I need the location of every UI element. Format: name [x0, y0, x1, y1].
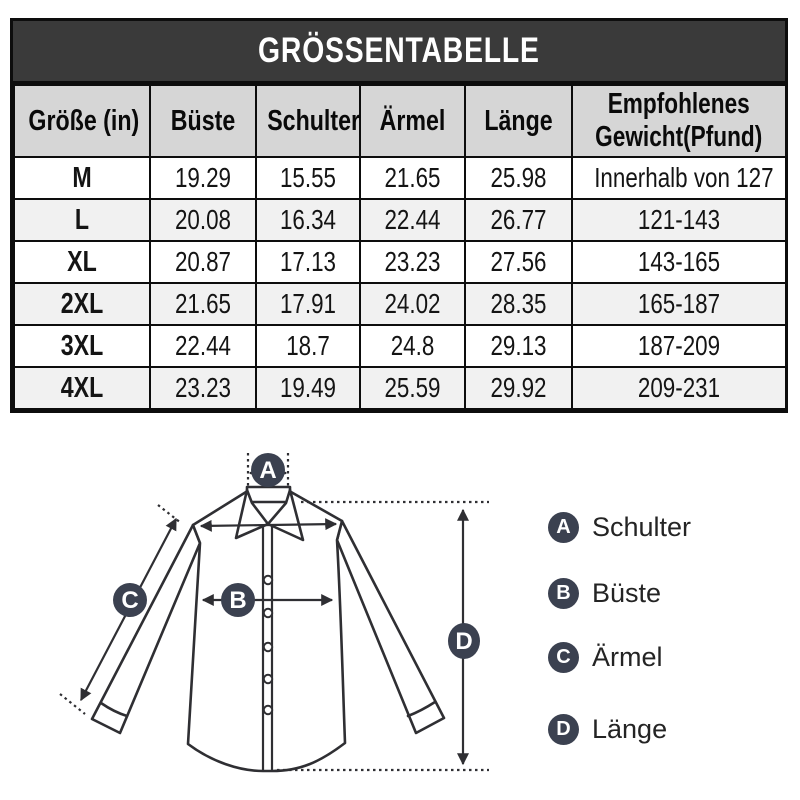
cell-size: M — [14, 157, 150, 199]
cell-sleeve: 25.59 — [360, 367, 465, 409]
header-length: Länge — [465, 85, 572, 157]
header-bust: Büste — [150, 85, 256, 157]
cell-length: 29.92 — [465, 367, 572, 409]
sleeve-guide-bottom — [60, 694, 85, 714]
cell-weight: 121-143 — [572, 199, 786, 241]
legend-badge-d: D — [548, 714, 579, 745]
cell-weight: 165-187 — [572, 283, 786, 325]
button — [264, 643, 272, 651]
badge-b-letter: B — [229, 587, 247, 614]
table-row — [14, 199, 786, 241]
table-row — [14, 241, 786, 283]
badge-c-letter: C — [121, 587, 139, 614]
cell-length: 28.35 — [465, 283, 572, 325]
cell-length: 25.98 — [465, 157, 572, 199]
cell-weight: 143-165 — [572, 241, 786, 283]
cell-shoulder: 18.7 — [256, 325, 360, 367]
button — [264, 706, 272, 714]
cell-length: 27.56 — [465, 241, 572, 283]
cell-bust: 20.87 — [150, 241, 256, 283]
cell-sleeve: 24.8 — [360, 325, 465, 367]
table-header-row — [14, 85, 786, 157]
legend-label-bust: Büste — [592, 578, 662, 608]
cell-bust: 19.29 — [150, 157, 256, 199]
header-size: Größe (in) — [14, 85, 150, 157]
cell-sleeve: 22.44 — [360, 199, 465, 241]
table-row — [14, 283, 786, 325]
legend-label-sleeve: Ärmel — [592, 642, 663, 672]
cell-shoulder: 15.55 — [256, 157, 360, 199]
legend-item-shoulder — [548, 512, 691, 543]
legend-badge-b: B — [548, 578, 579, 609]
cell-size: 2XL — [14, 283, 150, 325]
chart-title: GRÖSSENTABELLE — [258, 31, 540, 70]
cell-weight: 209-231 — [572, 367, 786, 409]
cell-size: XL — [14, 241, 150, 283]
table-row — [14, 325, 786, 367]
header-sleeve: Ärmel — [360, 85, 465, 157]
cell-length: 29.13 — [465, 325, 572, 367]
button — [264, 609, 272, 617]
cell-shoulder: 19.49 — [256, 367, 360, 409]
cell-size: 3XL — [14, 325, 150, 367]
size-table — [13, 84, 787, 410]
button — [264, 675, 272, 683]
chart-title-band — [13, 21, 785, 84]
badge-d-letter: D — [455, 628, 473, 655]
cell-length: 26.77 — [465, 199, 572, 241]
button — [264, 576, 272, 584]
cell-shoulder: 17.91 — [256, 283, 360, 325]
size-chart — [10, 18, 788, 413]
cell-sleeve: 23.23 — [360, 241, 465, 283]
legend-item-sleeve — [548, 642, 663, 673]
cell-bust: 23.23 — [150, 367, 256, 409]
cell-shoulder: 16.34 — [256, 199, 360, 241]
legend-item-length — [548, 714, 667, 745]
badge-a-letter: A — [259, 457, 277, 484]
cell-size: 4XL — [14, 367, 150, 409]
table-row — [14, 367, 786, 409]
sleeve-guide-top — [158, 505, 181, 523]
shirt-measurement-diagram — [0, 440, 800, 800]
cell-bust: 20.08 — [150, 199, 256, 241]
shirt-drawing — [92, 487, 444, 771]
header-weight: Empfohlenes Gewicht(Pfund) — [572, 85, 786, 157]
legend-item-bust — [548, 578, 661, 609]
cell-shoulder: 17.13 — [256, 241, 360, 283]
cell-size: L — [14, 199, 150, 241]
legend-badge-c: C — [548, 642, 579, 673]
cell-sleeve: 21.65 — [360, 157, 465, 199]
shirt-body — [188, 492, 345, 771]
right-sleeve — [337, 521, 444, 733]
legend-label-length: Länge — [592, 714, 668, 744]
cell-bust: 22.44 — [150, 325, 256, 367]
cell-sleeve: 24.02 — [360, 283, 465, 325]
cell-bust: 21.65 — [150, 283, 256, 325]
cell-weight: Innerhalb von 127 — [572, 157, 786, 199]
legend-label-shoulder: Schulter — [592, 512, 692, 542]
cell-weight: 187-209 — [572, 325, 786, 367]
header-shoulder: Schulter — [256, 85, 360, 157]
left-sleeve — [92, 525, 200, 733]
table-row — [14, 157, 786, 199]
legend-badge-a: A — [548, 512, 579, 543]
collar-neckband — [247, 487, 290, 502]
